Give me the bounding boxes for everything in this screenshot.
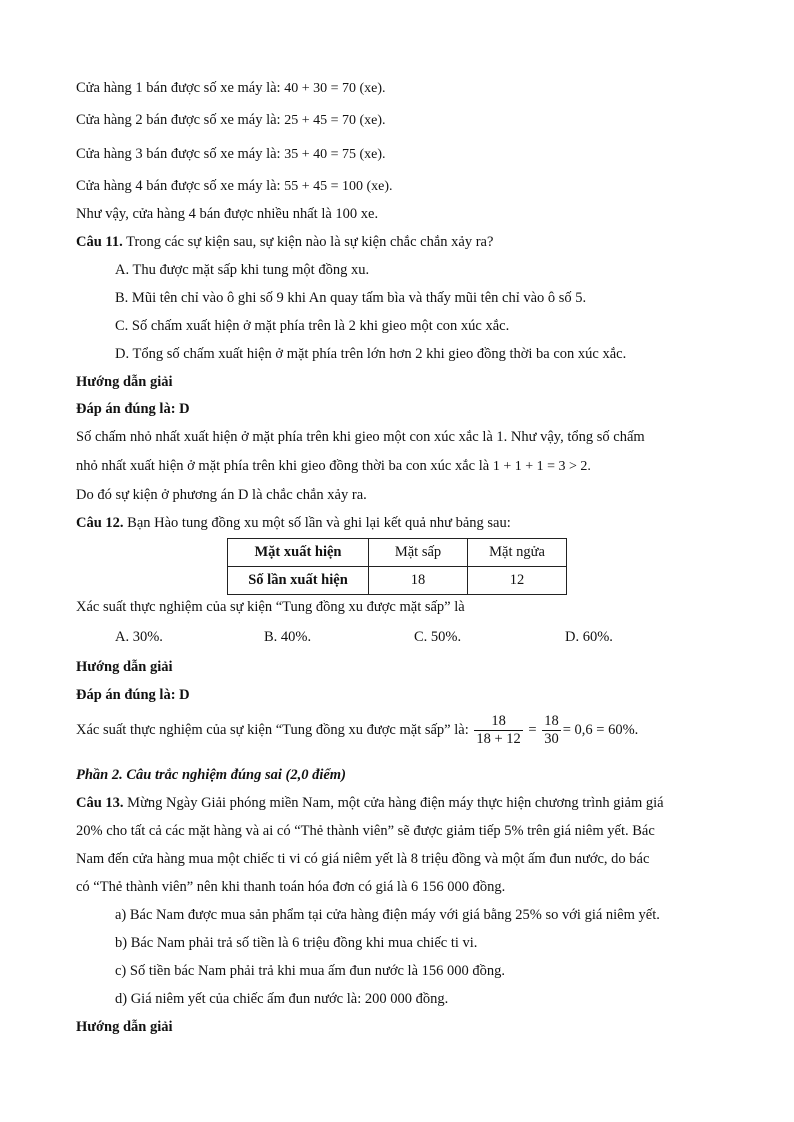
store-3-text: Cửa hàng 3 bán được số xe máy là:: [76, 146, 285, 162]
q11-solution-math: 1 + 1 + 1 = 3 > 2.: [492, 459, 591, 474]
fraction-2-denominator: 30: [544, 731, 559, 748]
part-2-close: ): [341, 767, 346, 783]
store-3-line: [76, 145, 386, 164]
table-cell: 18: [369, 567, 468, 595]
store-4-line: [76, 177, 393, 196]
q11-solution-line-2: [76, 457, 591, 476]
question-13: [76, 794, 664, 812]
question-12: [76, 514, 511, 532]
table-cell-header: Số lần xuất hiện: [228, 567, 369, 595]
q12-solution-tail: = 0,6 = 60%.: [562, 722, 639, 738]
equals-sign: =: [524, 722, 541, 738]
fraction-1-denominator: 18 + 12: [476, 731, 521, 748]
store-1-text: Cửa hàng 1 bán được số xe máy là:: [76, 80, 285, 96]
q11-solution-line-3: Do đó sự kiện ở phương án D là chắc chắn xảy ra.: [76, 487, 367, 503]
store-conclusion: Như vậy, cửa hàng 4 bán được nhiều nhất là 100 xe.: [76, 206, 379, 222]
q13-item-d: d) Giá niêm yết của chiếc ấm đun nước là: 200 000 đồng.: [115, 991, 449, 1007]
fraction-2-numerator: 18: [544, 713, 559, 730]
q12-option-b: B. 40%.: [264, 629, 312, 645]
question-13-line-1: Mừng Ngày Giải phóng miền Nam, một cửa hàng điện máy thực hiện chương trình giảm giá: [123, 795, 664, 811]
part-2-heading: [76, 766, 346, 784]
q13-item-b: b) Bác Nam phải trả số tiền là 6 triệu đồng khi mua chiếc ti vi.: [115, 935, 478, 951]
q11-answer: Đáp án đúng là: D: [76, 401, 190, 417]
store-2-line: [76, 111, 386, 130]
q11-option-d: D. Tổng số chấm xuất hiện ở mặt phía trên lớn hơn 2 khi gieo đồng thời ba con xúc xắc.: [115, 346, 627, 362]
q12-option-a: A. 30%.: [115, 629, 163, 645]
q11-solution-line-1: Số chấm nhỏ nhất xuất hiện ở mặt phía trên khi gieo một con xúc xắc là 1. Như vậy, tổng số chấm: [76, 429, 645, 445]
table-row: [228, 567, 567, 595]
question-13-line-3: Nam đến cửa hàng mua một chiếc ti vi có giá niêm yết là 8 triệu đồng và một ấm đun nước, do bác: [76, 851, 650, 867]
part-2-points: 2,0 điểm: [290, 767, 342, 783]
store-2-math: 25 + 45 = 70 (xe).: [284, 113, 386, 128]
q11-option-b: B. Mũi tên chỉ vào ô ghi số 9 khi An quay tấm bìa và thấy mũi tên chỉ vào ô số 5.: [115, 290, 587, 306]
q12-solution: [76, 712, 638, 748]
store-2-text: Cửa hàng 2 bán được số xe máy là:: [76, 112, 285, 128]
q11-guide-heading: Hướng dẫn giải: [76, 374, 173, 390]
table-cell-header: Mặt xuất hiện: [228, 539, 369, 567]
q13-item-c: c) Số tiền bác Nam phải trả khi mua ấm đun nước là 156 000 đồng.: [115, 963, 506, 979]
question-11: [76, 233, 493, 251]
question-13-label: Câu 13.: [76, 795, 124, 811]
fraction-1: [474, 713, 522, 748]
fraction-2: [542, 713, 561, 748]
store-4-text: Cửa hàng 4 bán được số xe máy là:: [76, 178, 285, 194]
table-cell: Mặt sấp: [369, 539, 468, 567]
q12-answer: Đáp án đúng là: D: [76, 687, 190, 703]
store-3-math: 35 + 40 = 75 (xe).: [284, 147, 386, 162]
coin-result-table: [227, 538, 567, 595]
q11-solution-line-2-text: nhỏ nhất xuất hiện ở mặt phía trên khi gieo đồng thời ba con xúc xắc là: [76, 458, 493, 474]
question-13-line-4: có “Thẻ thành viên” nên khi thanh toán hóa đơn có giá là 6 156 000 đồng.: [76, 879, 506, 895]
question-11-text: Trong các sự kiện sau, sự kiện nào là sự kiện chắc chắn xảy ra?: [122, 234, 494, 250]
store-1-math: 40 + 30 = 70 (xe).: [284, 81, 386, 96]
question-12-label: Câu 12.: [76, 515, 124, 531]
table-row: [228, 539, 567, 567]
store-1-line: [76, 79, 386, 98]
q12-solution-text: Xác suất thực nghiệm của sự kiện “Tung đồng xu được mặt sấp” là:: [76, 722, 473, 738]
q12-option-c: C. 50%.: [414, 629, 462, 645]
table-cell: Mặt ngửa: [468, 539, 567, 567]
question-12-text: Bạn Hào tung đồng xu một số lần và ghi lại kết quả như bảng sau:: [123, 515, 511, 531]
q13-item-a: a) Bác Nam được mua sản phẩm tại cửa hàng điện máy với giá bằng 25% so với giá niêm yết.: [115, 907, 660, 923]
table-cell: 12: [468, 567, 567, 595]
q12-guide-heading: Hướng dẫn giải: [76, 659, 173, 675]
part-2-title: Phần 2. Câu trắc nghiệm đúng sai (: [76, 767, 291, 783]
fraction-1-numerator: 18: [474, 713, 522, 731]
q13-guide-heading: Hướng dẫn giải: [76, 1019, 173, 1035]
question-11-label: Câu 11.: [76, 234, 123, 250]
q12-prompt: Xác suất thực nghiệm của sự kiện “Tung đồng xu được mặt sấp” là: [76, 599, 465, 615]
q12-option-d: D. 60%.: [565, 629, 613, 645]
store-4-math: 55 + 45 = 100 (xe).: [284, 179, 393, 194]
q11-option-c: C. Số chấm xuất hiện ở mặt phía trên là 2 khi gieo một con xúc xắc.: [115, 318, 510, 334]
q11-option-a: A. Thu được mặt sấp khi tung một đồng xu.: [115, 262, 370, 278]
question-13-line-2: 20% cho tất cả các mặt hàng và ai có “Thẻ thành viên” sẽ được giảm tiếp 5% trên giá niêm yết. Bác: [76, 823, 655, 839]
